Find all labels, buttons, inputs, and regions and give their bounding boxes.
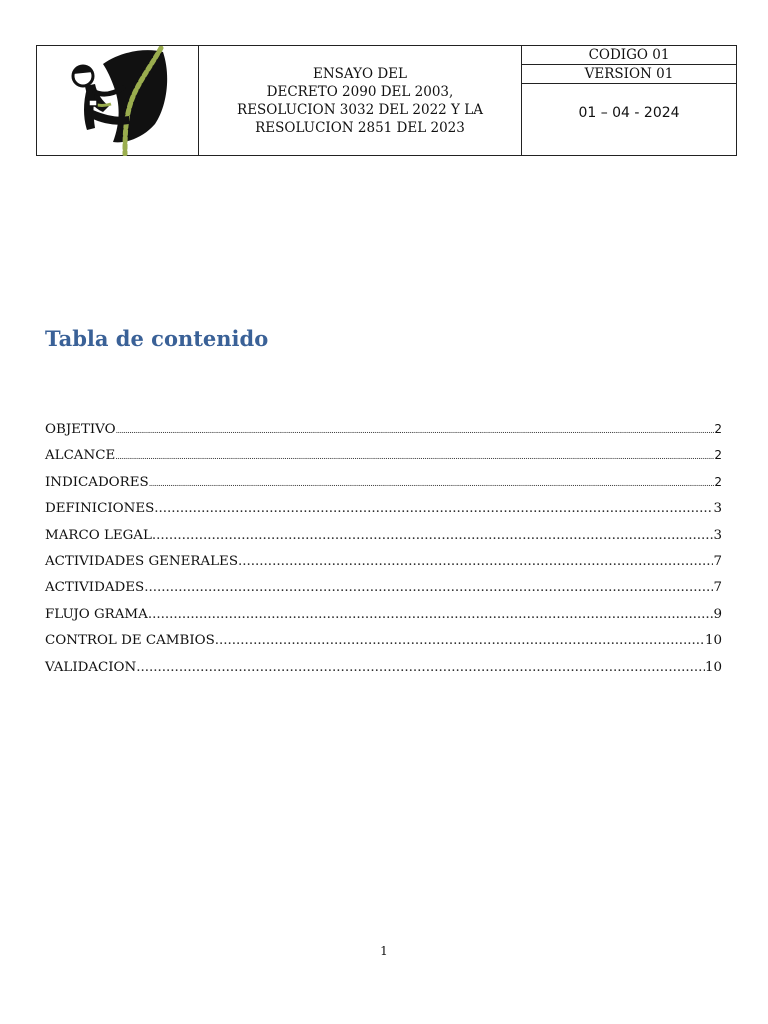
toc-item-label: ACTIVIDADES GENERALES: [45, 553, 239, 569]
toc-item-label: ALCANCE: [45, 448, 116, 464]
toc-item-label: INDICADORES: [45, 474, 149, 490]
table-of-contents: [45, 422, 722, 686]
toc-item-indicadores[interactable]: [45, 475, 722, 501]
title-line: DECRETO 2090 DEL 2003,: [266, 83, 454, 100]
toc-item-label: MARCO LEGAL: [45, 527, 152, 543]
toc-item-page: 2: [714, 474, 722, 489]
toc-item-page: 3: [713, 527, 722, 543]
toc-item-marco-legal[interactable]: [45, 528, 722, 554]
toc-item-actividades-generales[interactable]: [45, 554, 722, 580]
document-version: VERSION 01: [522, 65, 736, 84]
toc-leader-dots: [116, 426, 715, 435]
toc-leader-dots: [238, 554, 713, 569]
document-date: 01 – 04 - 2024: [578, 104, 680, 121]
toc-leader-dots: [136, 660, 705, 675]
toc-item-page: 2: [714, 448, 722, 463]
toc-leader-dots: [115, 452, 714, 461]
toc-item-validacion[interactable]: [45, 660, 722, 686]
toc-item-page: 10: [704, 659, 722, 675]
toc-leader-dots: [149, 479, 715, 488]
climber-logo-icon: [63, 46, 175, 156]
title-line: RESOLUCION 2851 DEL 2023: [255, 119, 465, 136]
toc-leader-dots: [148, 607, 714, 622]
logo-cell: [37, 46, 199, 155]
toc-item-label: OBJETIVO: [45, 422, 116, 437]
toc-item-label: CONTROL DE CAMBIOS: [45, 633, 215, 649]
toc-item-page: 9: [713, 606, 722, 622]
toc-item-label: VALIDACION: [45, 659, 137, 675]
toc-item-alcance[interactable]: [45, 448, 722, 474]
toc-leader-dots: [144, 580, 713, 595]
toc-leader-dots: [152, 528, 714, 543]
toc-item-label: ACTIVIDADES: [45, 580, 145, 596]
document-title-cell: [199, 46, 522, 155]
toc-item-actividades[interactable]: [45, 580, 722, 606]
toc-leader-dots: [154, 501, 713, 516]
document-code: CODIGO 01: [522, 46, 736, 65]
page-number: 1: [380, 944, 388, 958]
document-meta-cell: [522, 46, 736, 155]
toc-item-flujo-grama[interactable]: [45, 607, 722, 633]
toc-item-label: DEFINICIONES: [45, 501, 155, 517]
toc-item-label: FLUJO GRAMA: [45, 606, 148, 622]
toc-heading: Tabla de contenido: [45, 326, 269, 351]
toc-item-page: 3: [713, 501, 722, 517]
title-line: ENSAYO DEL: [312, 65, 408, 82]
toc-item-page: 7: [713, 580, 722, 596]
toc-item-objetivo[interactable]: [45, 422, 722, 448]
toc-item-definiciones[interactable]: [45, 501, 722, 527]
toc-item-page: 2: [714, 422, 722, 436]
toc-leader-dots: [215, 633, 705, 648]
toc-item-page: 10: [704, 633, 722, 649]
document-header: [36, 45, 737, 156]
toc-item-control-de-cambios[interactable]: [45, 633, 722, 659]
document-title: [237, 65, 483, 137]
toc-item-page: 7: [713, 553, 722, 569]
title-line: RESOLUCION 3032 DEL 2022 Y LA: [237, 101, 483, 118]
